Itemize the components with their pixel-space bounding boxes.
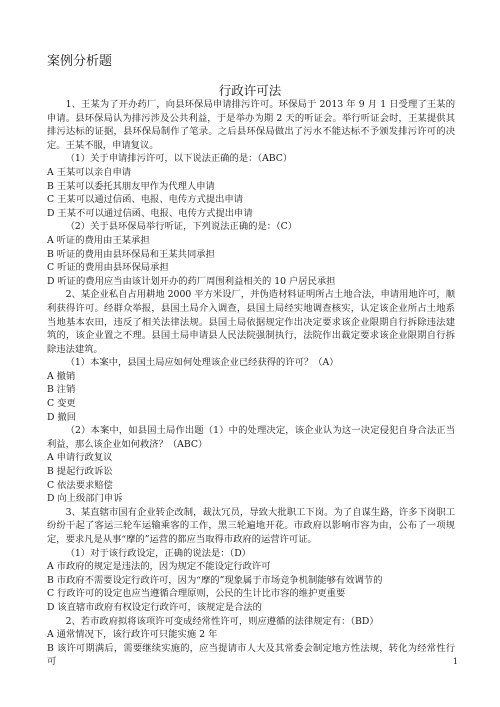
case2-q1-option-d: D 撤回: [47, 411, 77, 423]
case1-q1-option-b: B 王某可以委托其朋友甲作为代理人申请: [47, 180, 215, 192]
case2-q1-option-b: B 注销: [47, 384, 76, 396]
case2-q2-option-d: D 向上级部门申诉: [47, 493, 123, 505]
case3-q2-option-a: A 通常情况下，该行政许可只能实施 2 年: [47, 629, 218, 641]
document-body: [47, 98, 455, 669]
case2-q2-option-b: B 提起行政诉讼: [47, 466, 113, 478]
case2-q2-option-a: A 申请行政复议: [47, 452, 113, 464]
case1-question-1: （1）关于申请排污许可，以下说法正确的是：（ABC）: [65, 153, 293, 165]
case1-q2-option-c: C 听证的费用由县环保局承担: [47, 262, 169, 274]
case1-q1-option-a: A 王某可以亲自申请: [47, 166, 132, 178]
case3-q1-option-b: B 市政府不需要设定行政许可，因为“摩的”现象属于市场竞争机制能够有效调节的: [47, 574, 383, 586]
case1-q1-option-d: D 王某不可以通过信函、电报、电传方式提出申请: [47, 207, 253, 219]
case1-q2-option-b: B 听证的费用由县环保局和王某共同承担: [47, 248, 215, 260]
case2-question-1: （1）本案中，县国土局应如何处理该企业已经获得的许可？（A）: [65, 357, 339, 369]
page-number: 1: [452, 657, 458, 666]
case2-q2-option-c: C 依法要求赔偿: [47, 479, 113, 491]
case3-q2-option-b: B 该许可期满后，需要继续实施的，应当提请市人大及其常委会制定地方性法规，转化为经常性行可: [47, 642, 455, 668]
case3-q1-option-d: D 该直辖市政府有权设定行政许可，该规定是合法的: [47, 601, 262, 613]
case1-q2-option-a: A 听证的费用由王某承担: [47, 234, 150, 246]
document-title: 行政许可法: [218, 83, 282, 98]
case1-question-2: （2）关于县环保局举行听证，下列说法正确的是：（C）: [65, 221, 298, 233]
case2-paragraph: 2、某企业私自占用耕地 2000 平方米设厂，并伪造材料证明所占土地合法，申请用地许可，顺利获得许可。经群众举报，县国土局介入调查，县国土局经实地调查核实，认定该企业所占土地系当地基本农田，违反了相关法律法规。县国土局依据规定作出决定要求该企业限期自行拆除违法建筑的，该企业置之不理。县国土局申请县人民法院强制执行，法院作出裁定要求该企业限期自行拆除违法建筑。: [47, 289, 455, 355]
case1-paragraph: 1、王某为了开办药厂，向县环保局申请排污许可。环保局于 2013 年 9 月 1 日受理了王某的申请。县环保局认为排污涉及公共利益，于是举办为期 2 天的听证会。举行听证会时，王某提供其排污达标的证据，县环保局制作了笔录。之后县环保局做出了污水不能达标不予颁发排污许可的决定。王某不服，申请复议。: [47, 99, 455, 151]
case3-q1-option-a: A 市政府的规定是违法的，因为规定不能设定行政许可: [47, 561, 271, 573]
case2-q1-option-c: C 变更: [47, 398, 76, 410]
case1-q2-option-d: D 听证的费用应当由该计划开办的药厂周围利益相关的 10 户居民承担: [47, 275, 336, 287]
case1-q1-option-c: C 王某可以通过信函、电报、电传方式提出申请: [47, 194, 244, 206]
case3-question-2: 2、若市政府拟将该项许可变成经常性许可，则应遵循的法律规定有：（BD）: [65, 615, 379, 627]
case2-question-2: （2）本案中，如县国土局作出题（1）中的处理决定，该企业认为这一决定侵犯自身合法正当利益，那么该企业如何救济？（ABC）: [47, 425, 455, 450]
case3-question-1: （1）对于该行政设定，正确的说法是：（D）: [65, 547, 251, 559]
case2-q1-option-a: A 撤销: [47, 370, 76, 382]
section-heading: 案例分析题: [47, 54, 113, 69]
case3-paragraph: 3、某直辖市国有企业转企改制，裁汰冗员，导致大批职工下岗。为了自谋生路，许多下岗职工纷纷干起了客运三轮车运输乘客的工作，黑三轮遍地开花。市政府以影响市容为由，公布了一项规定，要求凡是从事“摩的”运营的都应当取得市政府的运营许可证。: [47, 506, 455, 545]
case3-q1-option-c: C 行政许可的设定也应当遵循合理原则，公民的生计比市容的维护更重要: [47, 588, 346, 600]
